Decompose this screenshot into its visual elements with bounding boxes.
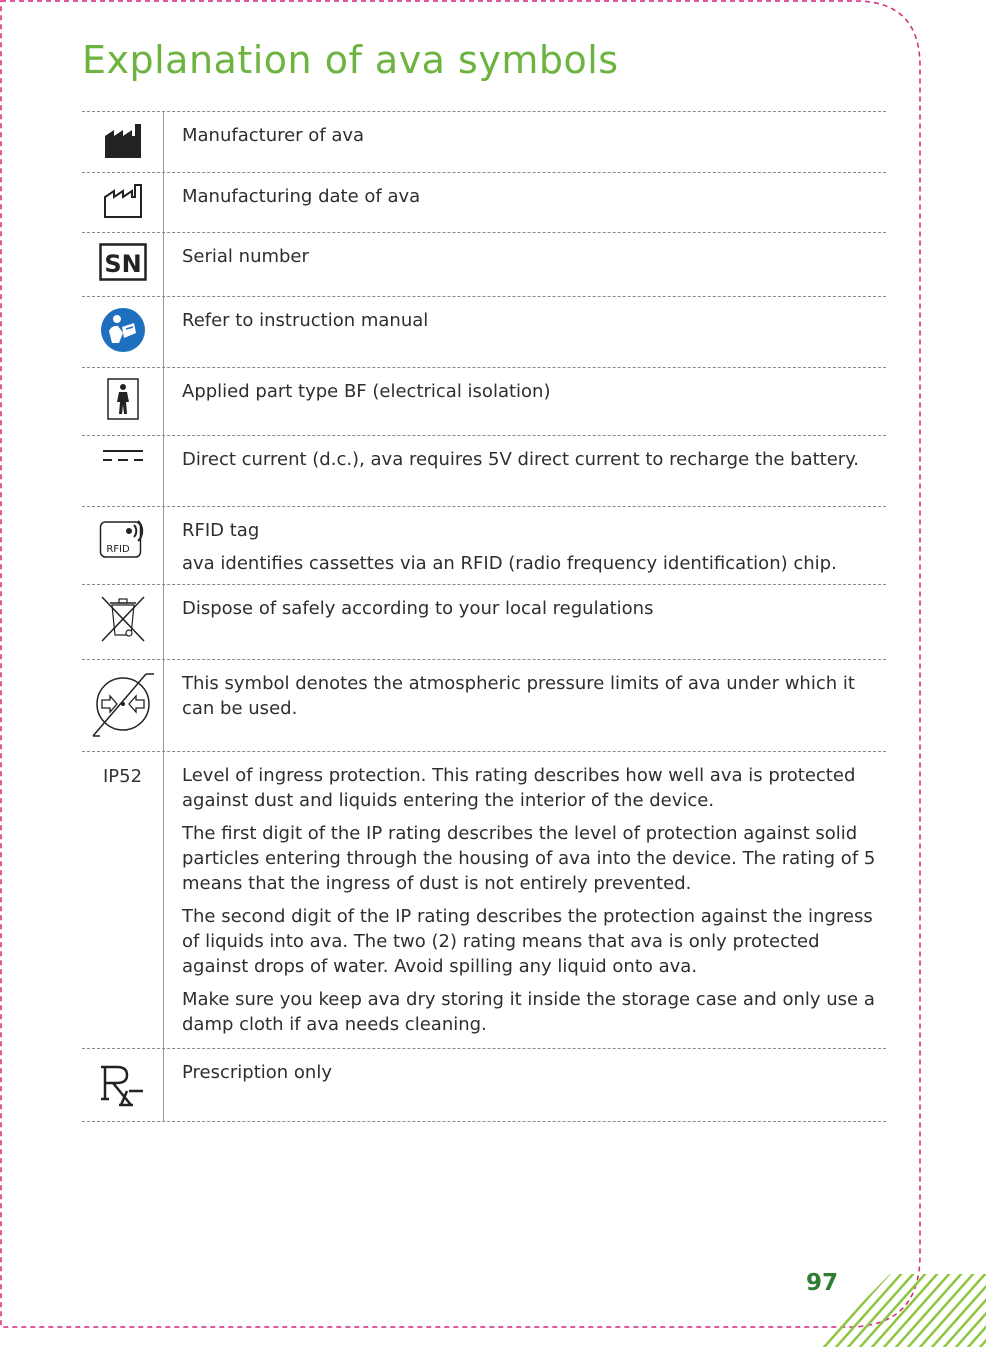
description-text: Direct current (d.c.), ava requires 5V direct current to recharge the battery. — [182, 449, 860, 470]
row-description — [164, 297, 886, 367]
svg-text:SN: SN — [103, 250, 142, 278]
ip-rating-label: IP52 — [102, 766, 143, 787]
description-text: Manufacturing date of ava — [182, 186, 421, 207]
table-row — [82, 1049, 886, 1122]
row-description — [164, 368, 886, 435]
page-title: Explanation of ava symbols — [82, 38, 619, 82]
icon-cell — [82, 233, 164, 296]
description-text: Prescription only — [182, 1062, 332, 1083]
crossed-bin-icon — [100, 595, 146, 643]
manufacture-date-icon — [103, 183, 143, 219]
table-row — [82, 233, 886, 297]
page-number: 97 — [806, 1270, 839, 1296]
row-description — [164, 112, 886, 172]
icon-cell — [82, 173, 164, 232]
row-description — [164, 752, 886, 1048]
description-text: Dispose of safely according to your local regulations — [182, 598, 654, 619]
type-bf-icon — [107, 378, 139, 420]
table-row — [82, 173, 886, 233]
table-row — [82, 112, 886, 173]
instruction-manual-icon — [100, 307, 146, 353]
description-text: RFID tag — [182, 520, 260, 541]
row-description — [164, 585, 886, 659]
icon-cell — [82, 112, 164, 172]
factory-icon — [103, 122, 143, 160]
pressure-limit-icon — [90, 672, 156, 738]
icon-cell — [82, 1049, 164, 1121]
description-text: Refer to instruction manual — [182, 310, 429, 331]
row-description — [164, 173, 886, 232]
description-text: The first digit of the IP rating describes the level of protection against solid particles entering through the housing of ava into the device. The rating of 5 means that the ingress of dust is not entirely prevented. — [182, 823, 876, 894]
row-description — [164, 660, 886, 751]
decorative-stripes — [818, 1274, 986, 1347]
icon-cell — [82, 436, 164, 506]
row-description — [164, 233, 886, 296]
table-row — [82, 297, 886, 368]
table-row — [82, 507, 886, 585]
table-row — [82, 752, 886, 1049]
icon-cell — [82, 660, 164, 751]
description-text: Level of ingress protection. This rating describes how well ava is protected against dust and liquids entering the interior of the device. — [182, 765, 856, 811]
svg-text:RFID: RFID — [105, 544, 130, 555]
description-text: Applied part type BF (electrical isolation) — [182, 381, 551, 402]
prescription-icon — [99, 1063, 147, 1109]
table-row — [82, 660, 886, 752]
row-description — [164, 507, 886, 584]
table-row — [82, 436, 886, 507]
symbol-table — [82, 111, 886, 1122]
table-row — [82, 368, 886, 436]
table-row — [82, 585, 886, 660]
description-text: ava identifies cassettes via an RFID (radio frequency identification) chip. — [182, 553, 837, 574]
icon-cell — [82, 585, 164, 659]
serial-number-icon — [99, 243, 147, 281]
icon-cell — [82, 368, 164, 435]
description-text: Manufacturer of ava — [182, 125, 365, 146]
description-text: Serial number — [182, 246, 309, 267]
description-text: Make sure you keep ava dry storing it inside the storage case and only use a damp cloth if ava needs cleaning. — [182, 989, 875, 1035]
rfid-icon — [99, 517, 147, 559]
row-description — [164, 1049, 886, 1121]
direct-current-icon — [102, 446, 144, 466]
icon-cell — [82, 507, 164, 584]
description-text: This symbol denotes the atmospheric pressure limits of ava under which it can be used. — [182, 673, 855, 719]
row-description — [164, 436, 886, 506]
description-text: The second digit of the IP rating describes the protection against the ingress of liquids into ava. The two (2) rating means that ava is only protected against drops of water. Avoid spilling any liquid onto ava. — [182, 906, 873, 977]
icon-cell — [82, 752, 164, 1048]
icon-cell — [82, 297, 164, 367]
